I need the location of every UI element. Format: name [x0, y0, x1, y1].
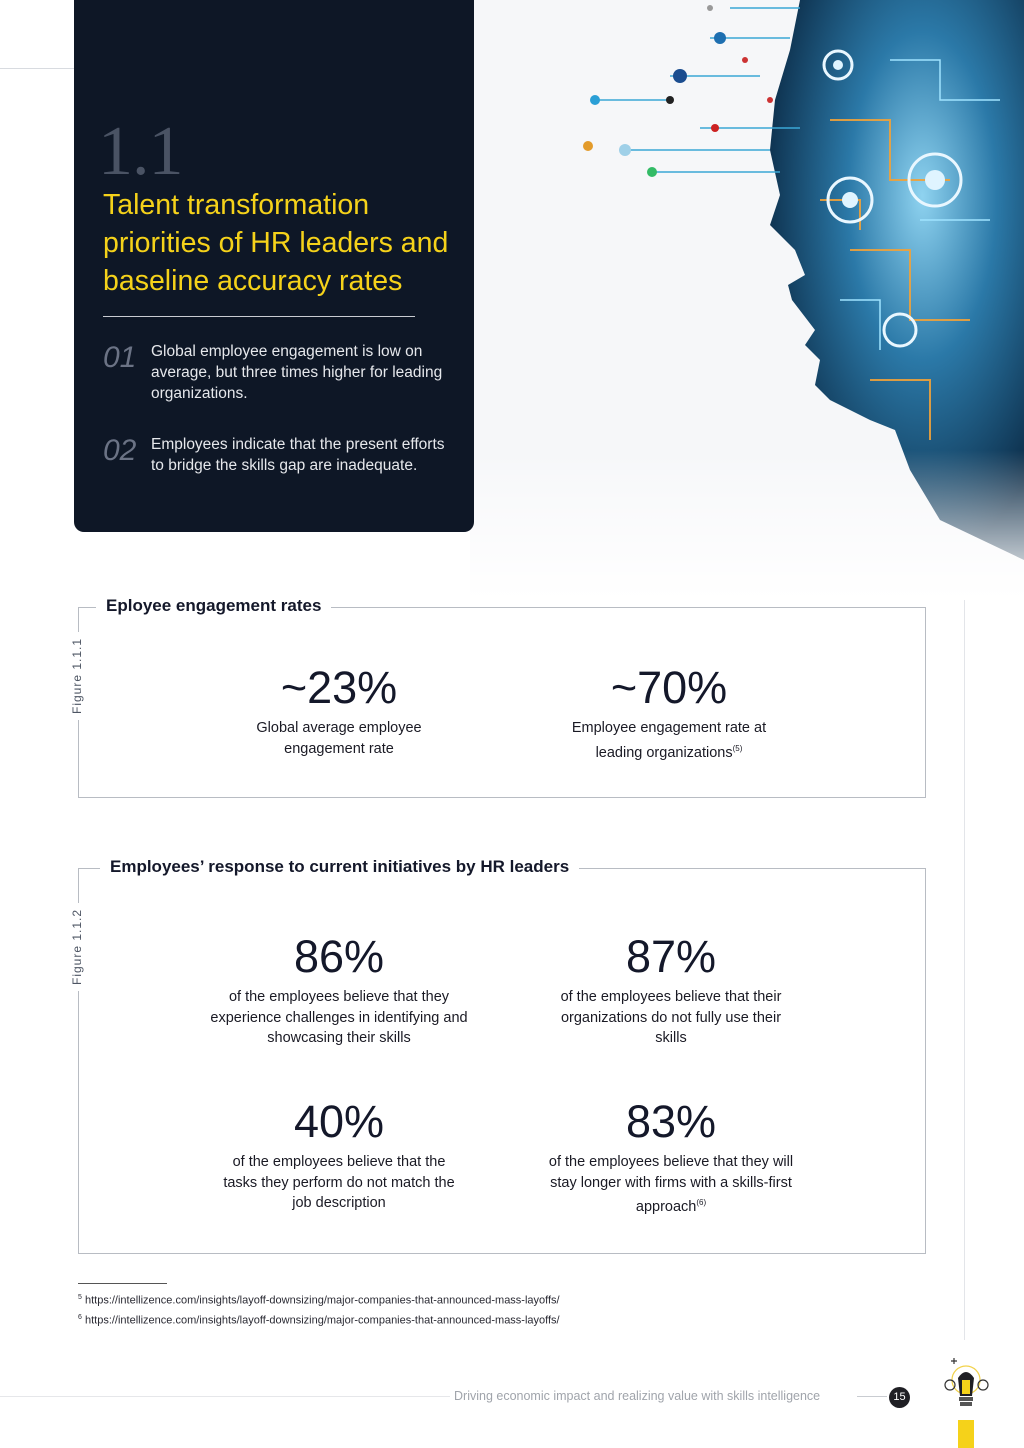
page-number: 15: [889, 1387, 910, 1408]
figure-label: Figure 1.1.1: [70, 632, 84, 720]
footer-rule: [0, 1396, 450, 1397]
stat-label: Employee engagement rate at leading organizations$^{(5)}$: [571, 720, 767, 761]
right-margin-rule: [964, 600, 965, 1340]
figure-heading: Employees’ response to current initiatives by HR leaders: [100, 857, 579, 877]
stat-label: of the employees believe that they experience challenges in identifying and showcasing their skills: [210, 989, 468, 1046]
stat-label: of the employees believe that their organizations do not fully use their skills: [560, 989, 782, 1046]
stat-block: [229, 664, 449, 759]
footnote: $^6$ https://intellizence.com/insights/layoff-downsizing/major-companies-that-announced-mass-layoffs/: [78, 1314, 560, 1327]
stat-block: [209, 933, 469, 1049]
stat-value: 86%: [293, 931, 385, 982]
lightbulb-gear-icon: [940, 1350, 992, 1448]
footnote-link[interactable]: https://intellizence.com/insights/layoff-downsizing/major-companies-that-announced-mass-layoffs/: [84, 1294, 560, 1307]
citation-ref: (6): [696, 1198, 707, 1207]
figure-employee-response: [70, 857, 926, 1254]
stat-value: ~23%: [280, 662, 398, 713]
stat-block: [549, 933, 793, 1049]
stat-label: of the employees believe that the tasks they perform do not match the job description: [223, 1154, 455, 1211]
figure-engagement-rates: [70, 596, 926, 798]
stat-value: 83%: [625, 1096, 717, 1147]
footnote: $^5$ https://intellizence.com/insights/layoff-downsizing/major-companies-that-announced-mass-layoffs/: [78, 1294, 560, 1307]
citation-ref: (5): [732, 743, 743, 753]
stat-label: Global average employee engagement rate: [256, 720, 422, 757]
intro-card: [74, 0, 474, 532]
figure-heading: Eployee engagement rates: [96, 596, 331, 616]
figure-label: Figure 1.1.2: [70, 903, 84, 991]
stat-value: 40%: [293, 1096, 385, 1147]
stat-value: ~70%: [610, 662, 728, 713]
stat-block: [549, 664, 789, 763]
footer-text: Driving economic impact and realizing value with skills intelligence: [454, 1389, 821, 1403]
key-point-text: Employees indicate that the present efforts to bridge the skills gap are inadequate.: [151, 436, 445, 474]
key-point-number: 01: [103, 341, 137, 374]
stat-block: [214, 1098, 464, 1214]
footer-rule: [857, 1396, 887, 1397]
stat-value: 87%: [625, 931, 717, 982]
title-divider: [103, 316, 415, 317]
stat-label: of the employees believe that they will stay longer with firms with a skills-first approach$^{(6)}$: [548, 1154, 794, 1215]
top-rule: [0, 68, 74, 69]
stat-block: [545, 1098, 797, 1217]
key-point-text: Global employee engagement is low on average, but three times higher for leading organizations.: [151, 343, 443, 402]
footnote-divider: [78, 1283, 167, 1284]
ai-head-illustration: [470, 0, 1024, 600]
key-point-number: 02: [103, 434, 137, 467]
section-number: 1.1: [98, 113, 183, 190]
section-title: Talent transformation priorities of HR leaders and baseline accuracy rates: [103, 189, 449, 297]
footnote-link[interactable]: https://intellizence.com/insights/layoff-downsizing/major-companies-that-announced-mass-layoffs/: [84, 1314, 560, 1327]
